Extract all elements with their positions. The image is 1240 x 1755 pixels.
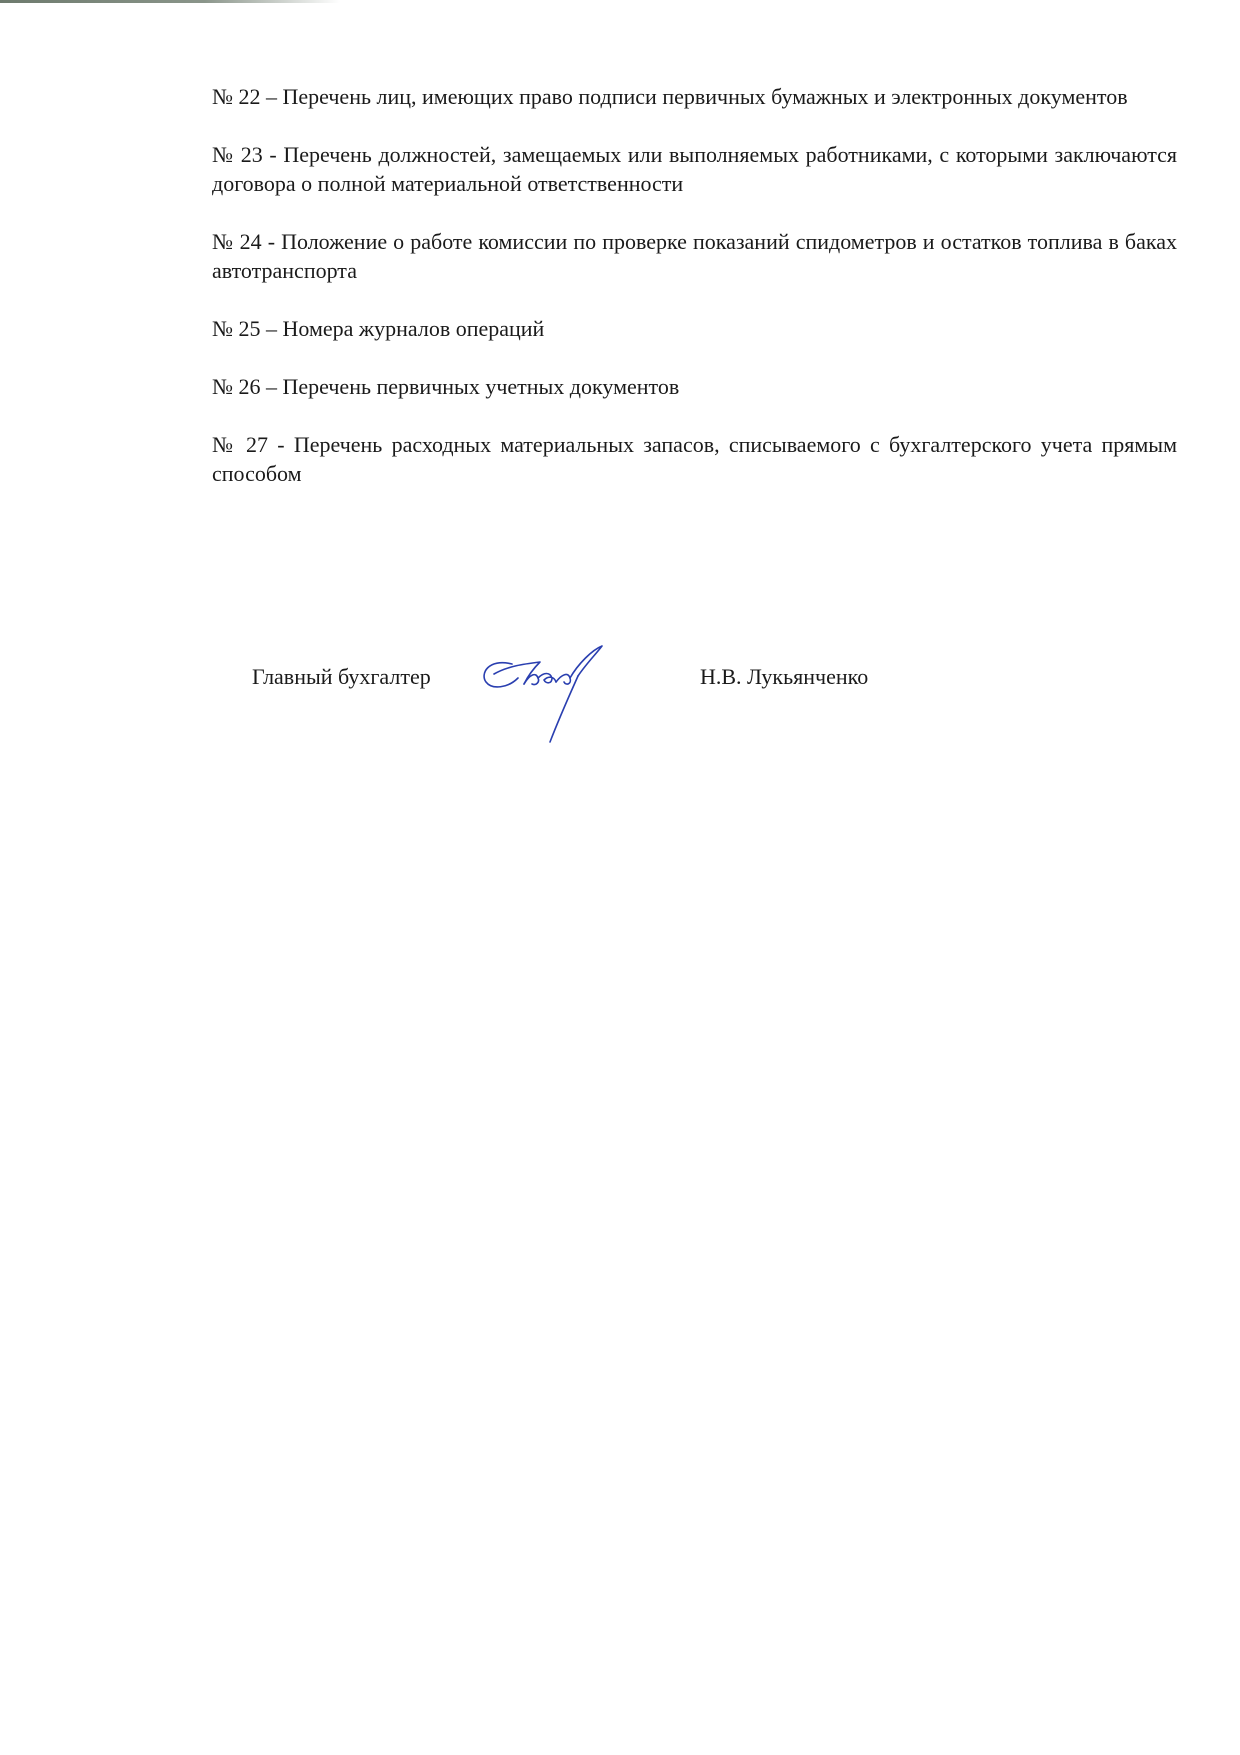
- list-item: № 25 – Номера журналов операций: [212, 316, 545, 341]
- list-item: № 23 - Перечень должностей, замещаемых или выполняемых работниками, с которыми заключаются договора о полной материальной ответственности: [212, 142, 1177, 196]
- signature-block: [252, 652, 1012, 772]
- scan-edge-mark: [0, 0, 340, 3]
- appendix-list: [212, 82, 1177, 517]
- handwritten-signature: [474, 642, 624, 752]
- list-item: № 22 – Перечень лиц, имеющих право подписи первичных бумажных и электронных документов: [212, 84, 1128, 109]
- signatory-role: Главный бухгалтер: [252, 664, 431, 689]
- list-item: № 24 - Положение о работе комиссии по проверке показаний спидометров и остатков топлива в баках автотранспорта: [212, 229, 1177, 283]
- list-item: № 27 - Перечень расходных материальных запасов, списываемого с бухгалтерского учета прямым способом: [212, 432, 1177, 486]
- list-item: № 26 – Перечень первичных учетных документов: [212, 374, 680, 399]
- signatory-name: Н.В. Лукьянченко: [700, 664, 869, 689]
